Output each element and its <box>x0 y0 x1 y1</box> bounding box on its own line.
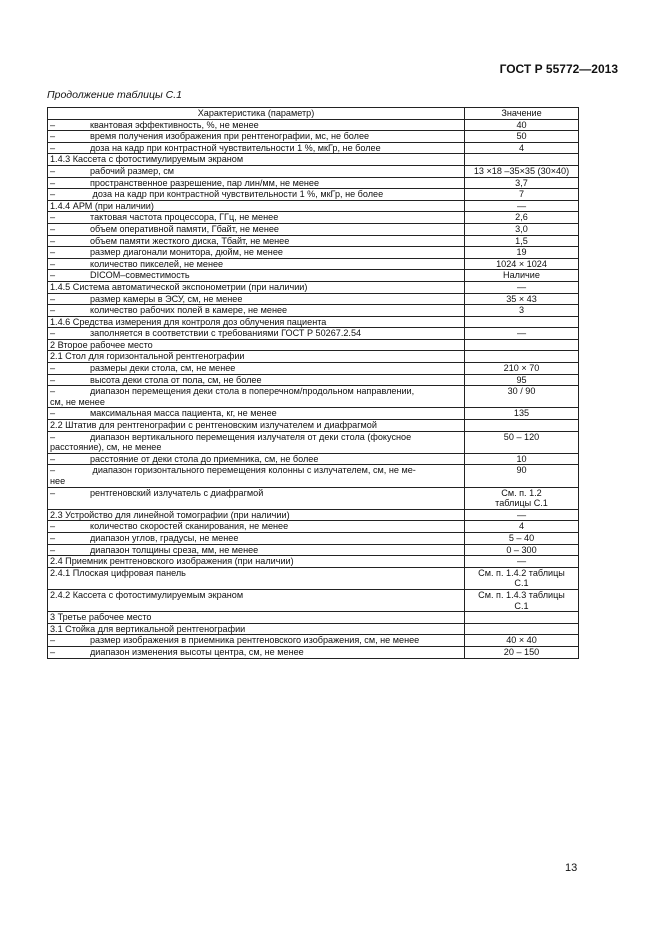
characteristic-cell <box>48 212 465 224</box>
value-cell <box>465 521 579 533</box>
characteristic-text: рабочий размер, см <box>90 165 175 176</box>
table-caption: Продолжение таблицы С.1 <box>47 89 182 101</box>
table-row <box>48 165 579 177</box>
characteristic-text: диапазон вертикального перемещения излучателя от деки стола (фокусное <box>90 431 412 442</box>
table-row <box>48 142 579 154</box>
table-row <box>48 556 579 568</box>
page-number: 13 <box>565 862 578 874</box>
characteristic-text-continuation: расстояние), см, не менее <box>50 442 162 453</box>
table-row <box>48 351 579 363</box>
table-row <box>48 635 579 647</box>
characteristic-cell <box>48 521 465 533</box>
section-title: 1.4.3 Кассета с фотостимулируемым экраном <box>50 154 244 165</box>
value-cell <box>465 281 579 293</box>
table-row <box>48 363 579 375</box>
table-row <box>48 177 579 189</box>
characteristic-cell <box>48 316 465 328</box>
dash-marker: – <box>50 532 56 543</box>
value-text: 1,5 <box>515 235 528 246</box>
characteristic-text: диапазон перемещения деки стола в поперечном/продольном направлении, <box>90 386 415 397</box>
table-row <box>48 567 579 589</box>
value-text-continuation: таблицы С.1 <box>495 498 548 509</box>
value-text: 3,7 <box>515 177 528 188</box>
section-title: 2.2 Штатив для рентгенографии с рентгеновским излучателем и диафрагмой <box>50 420 377 431</box>
characteristic-cell <box>48 142 465 154</box>
value-text: 4 <box>518 142 525 153</box>
dash-marker: – <box>50 374 56 385</box>
value-text: См. п. 1.4.2 таблицы <box>478 567 565 578</box>
dash-marker: – <box>50 635 56 646</box>
characteristic-text: диапазон изменения высоты центра, см, не менее <box>90 646 304 657</box>
table-row <box>48 339 579 351</box>
table-body <box>48 119 579 658</box>
characteristic-text: диапазон углов, градусы, не менее <box>90 532 239 543</box>
value-cell <box>465 612 579 624</box>
table-row <box>48 386 579 408</box>
characteristic-cell <box>48 453 465 465</box>
dash-marker: – <box>50 453 56 464</box>
value-text: 95 <box>516 374 527 385</box>
table-row <box>48 247 579 259</box>
characteristic-cell <box>48 223 465 235</box>
value-cell <box>465 200 579 212</box>
value-text: 210 × 70 <box>503 363 540 374</box>
value-cell <box>465 567 579 589</box>
characteristic-cell <box>48 293 465 305</box>
value-cell <box>465 189 579 201</box>
characteristic-cell <box>48 235 465 247</box>
value-cell <box>465 509 579 521</box>
characteristic-cell <box>48 270 465 282</box>
value-cell <box>465 408 579 420</box>
characteristic-text: количество скоростей сканирования, не менее <box>90 521 289 532</box>
column-header-value: Значение <box>465 108 579 120</box>
value-text-continuation: С.1 <box>514 600 529 611</box>
value-text: 1024 × 1024 <box>496 258 547 269</box>
dash-marker: – <box>50 293 56 304</box>
characteristic-cell <box>48 119 465 131</box>
value-cell <box>465 165 579 177</box>
value-text-continuation: С.1 <box>514 578 529 589</box>
value-text: Наличие <box>503 270 540 281</box>
dash-marker: – <box>50 119 56 130</box>
value-text: 2,6 <box>515 212 528 223</box>
characteristic-cell <box>48 589 465 611</box>
characteristic-cell <box>48 281 465 293</box>
dash-marker: – <box>50 131 56 142</box>
dash-marker: – <box>50 363 56 374</box>
dash-marker: – <box>50 487 56 498</box>
table-row <box>48 270 579 282</box>
value-text: 50 <box>516 131 527 142</box>
characteristic-cell <box>48 363 465 375</box>
characteristic-cell <box>48 258 465 270</box>
table-row <box>48 328 579 340</box>
value-text: См. п. 1.2 <box>501 487 542 498</box>
characteristic-cell <box>48 328 465 340</box>
characteristic-cell <box>48 247 465 259</box>
characteristic-cell <box>48 612 465 624</box>
table-row <box>48 200 579 212</box>
value-cell <box>465 623 579 635</box>
table-row <box>48 465 579 487</box>
value-text: 35 × 43 <box>506 293 537 304</box>
value-cell <box>465 270 579 282</box>
dash-marker: – <box>50 328 56 339</box>
value-text: 19 <box>516 247 527 258</box>
table-row <box>48 521 579 533</box>
section-title: 2.3 Устройство для линейной томографии (при наличии) <box>50 509 290 520</box>
dash-marker: – <box>50 544 56 555</box>
dash-marker: – <box>50 386 56 397</box>
value-cell <box>465 589 579 611</box>
value-text: 5 – 40 <box>508 532 535 543</box>
table-row <box>48 420 579 432</box>
column-header-characteristic: Характеристика (параметр) <box>48 108 465 120</box>
value-cell <box>465 293 579 305</box>
characteristic-cell <box>48 532 465 544</box>
characteristic-text-continuation: нее <box>50 476 66 486</box>
characteristic-cell <box>48 420 465 432</box>
characteristic-text: рентгеновский излучатель с диафрагмой <box>90 487 264 498</box>
characteristic-text: количество рабочих полей в камере, не менее <box>90 305 288 316</box>
value-cell <box>465 465 579 487</box>
table-row <box>48 509 579 521</box>
characteristic-cell <box>48 351 465 363</box>
value-text: — <box>516 328 527 339</box>
section-title: 3.1 Стойка для вертикальной рентгенографии <box>50 623 246 634</box>
dash-marker: – <box>50 431 56 442</box>
section-title: 2.1 Стол для горизонтальной рентгенографии <box>50 351 245 362</box>
value-cell <box>465 532 579 544</box>
value-text: 3 <box>518 305 525 316</box>
value-cell <box>465 635 579 647</box>
value-cell <box>465 453 579 465</box>
characteristic-cell <box>48 154 465 166</box>
dash-marker: – <box>50 408 56 419</box>
characteristic-text: высота деки стола от пола, см, не более <box>90 374 262 385</box>
characteristic-cell <box>48 386 465 408</box>
dash-marker: – <box>50 189 56 200</box>
characteristic-text: квантовая эффективность, %, не менее <box>90 119 259 130</box>
document-header: ГОСТ Р 55772—2013 <box>499 62 618 76</box>
spec-table <box>47 107 579 659</box>
dash-marker: – <box>50 165 56 176</box>
characteristic-text: объем оперативной памяти, Гбайт, не менее <box>90 223 279 234</box>
value-cell <box>465 223 579 235</box>
characteristic-cell <box>48 189 465 201</box>
value-text: 10 <box>516 453 527 464</box>
value-cell <box>465 363 579 375</box>
dash-marker: – <box>50 235 56 246</box>
table-header-row <box>48 108 579 120</box>
value-cell <box>465 119 579 131</box>
value-cell <box>465 316 579 328</box>
value-cell <box>465 305 579 317</box>
characteristic-cell <box>48 646 465 658</box>
value-text: 135 <box>513 408 530 419</box>
value-cell <box>465 177 579 189</box>
value-text: — <box>516 556 527 567</box>
table-row <box>48 293 579 305</box>
value-cell <box>465 212 579 224</box>
table-row <box>48 532 579 544</box>
characteristic-text: время получения изображения при рентгенографии, мс, не более <box>90 131 370 142</box>
table-row <box>48 646 579 658</box>
table-row <box>48 258 579 270</box>
dash-marker: – <box>50 223 56 234</box>
section-title: 3 Третье рабочее место <box>50 612 152 623</box>
characteristic-text: объем памяти жесткого диска, Тбайт, не менее <box>90 235 290 246</box>
table-row <box>48 316 579 328</box>
characteristic-text: размер изображения в приемника рентгеновского изображения, см, не менее <box>90 635 420 646</box>
value-cell <box>465 487 579 509</box>
characteristic-text: размер камеры в ЭСУ, см, не менее <box>90 293 243 304</box>
dash-marker: – <box>50 305 56 316</box>
value-cell <box>465 142 579 154</box>
characteristic-cell <box>48 556 465 568</box>
value-text: 7 <box>518 189 525 200</box>
value-cell <box>465 544 579 556</box>
characteristic-text: размер диагонали монитора, дюйм, не менее <box>90 247 283 258</box>
characteristic-text: доза на кадр при контрастной чувствительности 1 %, мкГр, не более <box>90 189 384 200</box>
value-cell <box>465 328 579 340</box>
characteristic-text: размеры деки стола, см, не менее <box>90 363 236 374</box>
value-text: 30 / 90 <box>507 386 536 397</box>
value-text: 90 <box>516 465 527 476</box>
characteristic-text: диапазон толщины среза, мм, не менее <box>90 544 259 555</box>
characteristic-cell <box>48 165 465 177</box>
value-text: 3,0 <box>515 223 528 234</box>
table-row <box>48 305 579 317</box>
dash-marker: – <box>50 212 56 223</box>
section-title: 1.4.5 Система автоматической экспонометрии (при наличии) <box>50 281 308 292</box>
characteristic-cell <box>48 374 465 386</box>
value-cell <box>465 431 579 453</box>
table-row <box>48 431 579 453</box>
value-text: — <box>516 200 527 211</box>
value-cell <box>465 556 579 568</box>
dash-marker: – <box>50 247 56 258</box>
characteristic-cell <box>48 487 465 509</box>
section-title: 2.4 Приемник рентгеновского изображения (при наличии) <box>50 556 294 567</box>
dash-marker: – <box>50 177 56 188</box>
characteristic-text: диапазон горизонтального перемещения колонны с излучателем, см, не ме- <box>90 465 416 476</box>
value-cell <box>465 646 579 658</box>
table-row <box>48 189 579 201</box>
dash-marker: – <box>50 646 56 657</box>
characteristic-text-continuation: см, не менее <box>50 396 105 407</box>
table-row <box>48 131 579 143</box>
table-row <box>48 212 579 224</box>
section-title: 2.4.2 Кассета с фотостимулируемым экраном <box>50 589 244 600</box>
characteristic-cell <box>48 339 465 351</box>
dash-marker: – <box>50 258 56 269</box>
characteristic-cell <box>48 635 465 647</box>
section-title: 1.4.4 АРМ (при наличии) <box>50 200 154 211</box>
characteristic-text: расстояние от деки стола до приемника, см, не более <box>90 453 319 464</box>
value-text: 50 – 120 <box>503 431 540 442</box>
value-text: 40 × 40 <box>506 635 537 646</box>
section-title: 2 Второе рабочее место <box>50 339 153 350</box>
table-row <box>48 623 579 635</box>
characteristic-text: заполняется в соответствии с требованиями ГОСТ Р 50267.2.54 <box>90 328 362 339</box>
characteristic-text: DICOM–совместимость <box>90 270 190 281</box>
characteristic-cell <box>48 623 465 635</box>
value-text: — <box>516 509 527 520</box>
value-text: 0 – 300 <box>506 544 537 555</box>
value-text: См. п. 1.4.3 таблицы <box>478 589 565 600</box>
value-cell <box>465 131 579 143</box>
characteristic-cell <box>48 567 465 589</box>
value-text: 13 ×18 –35×35 (30×40) <box>473 165 570 176</box>
table-row <box>48 119 579 131</box>
value-cell <box>465 420 579 432</box>
characteristic-cell <box>48 177 465 189</box>
value-text: 4 <box>518 521 525 532</box>
dash-marker: – <box>50 270 56 281</box>
value-cell <box>465 339 579 351</box>
section-title: 1.4.6 Средства измерения для контроля доз облучения пациента <box>50 316 327 327</box>
characteristic-cell <box>48 544 465 556</box>
table-row <box>48 374 579 386</box>
characteristic-cell <box>48 305 465 317</box>
value-cell <box>465 154 579 166</box>
value-cell <box>465 351 579 363</box>
value-cell <box>465 247 579 259</box>
characteristic-cell <box>48 200 465 212</box>
characteristic-text: максимальная масса пациента, кг, не менее <box>90 408 277 419</box>
table-row <box>48 235 579 247</box>
characteristic-text: пространственное разрешение, пар лин/мм, не менее <box>90 177 320 188</box>
table-row <box>48 281 579 293</box>
table-row <box>48 544 579 556</box>
characteristic-cell <box>48 408 465 420</box>
table-row <box>48 223 579 235</box>
characteristic-cell <box>48 431 465 453</box>
characteristic-cell <box>48 465 465 487</box>
section-title: 2.4.1 Плоская цифровая панель <box>50 567 186 578</box>
value-text: 40 <box>516 119 527 130</box>
characteristic-text: количество пикселей, не менее <box>90 258 224 269</box>
value-cell <box>465 258 579 270</box>
value-text: — <box>516 281 527 292</box>
table-row <box>48 408 579 420</box>
table-row <box>48 487 579 509</box>
characteristic-text: доза на кадр при контрастной чувствительности 1 %, мкГр, не более <box>90 142 381 153</box>
characteristic-cell <box>48 509 465 521</box>
dash-marker: – <box>50 521 56 532</box>
characteristic-cell <box>48 131 465 143</box>
value-text: 20 – 150 <box>503 646 540 657</box>
characteristic-text: тактовая частота процессора, ГГц, не менее <box>90 212 279 223</box>
value-cell <box>465 374 579 386</box>
table-row <box>48 453 579 465</box>
dash-marker: – <box>50 465 56 476</box>
table-row <box>48 612 579 624</box>
dash-marker: – <box>50 142 56 153</box>
value-cell <box>465 235 579 247</box>
table-row <box>48 589 579 611</box>
table-row <box>48 154 579 166</box>
value-cell <box>465 386 579 408</box>
